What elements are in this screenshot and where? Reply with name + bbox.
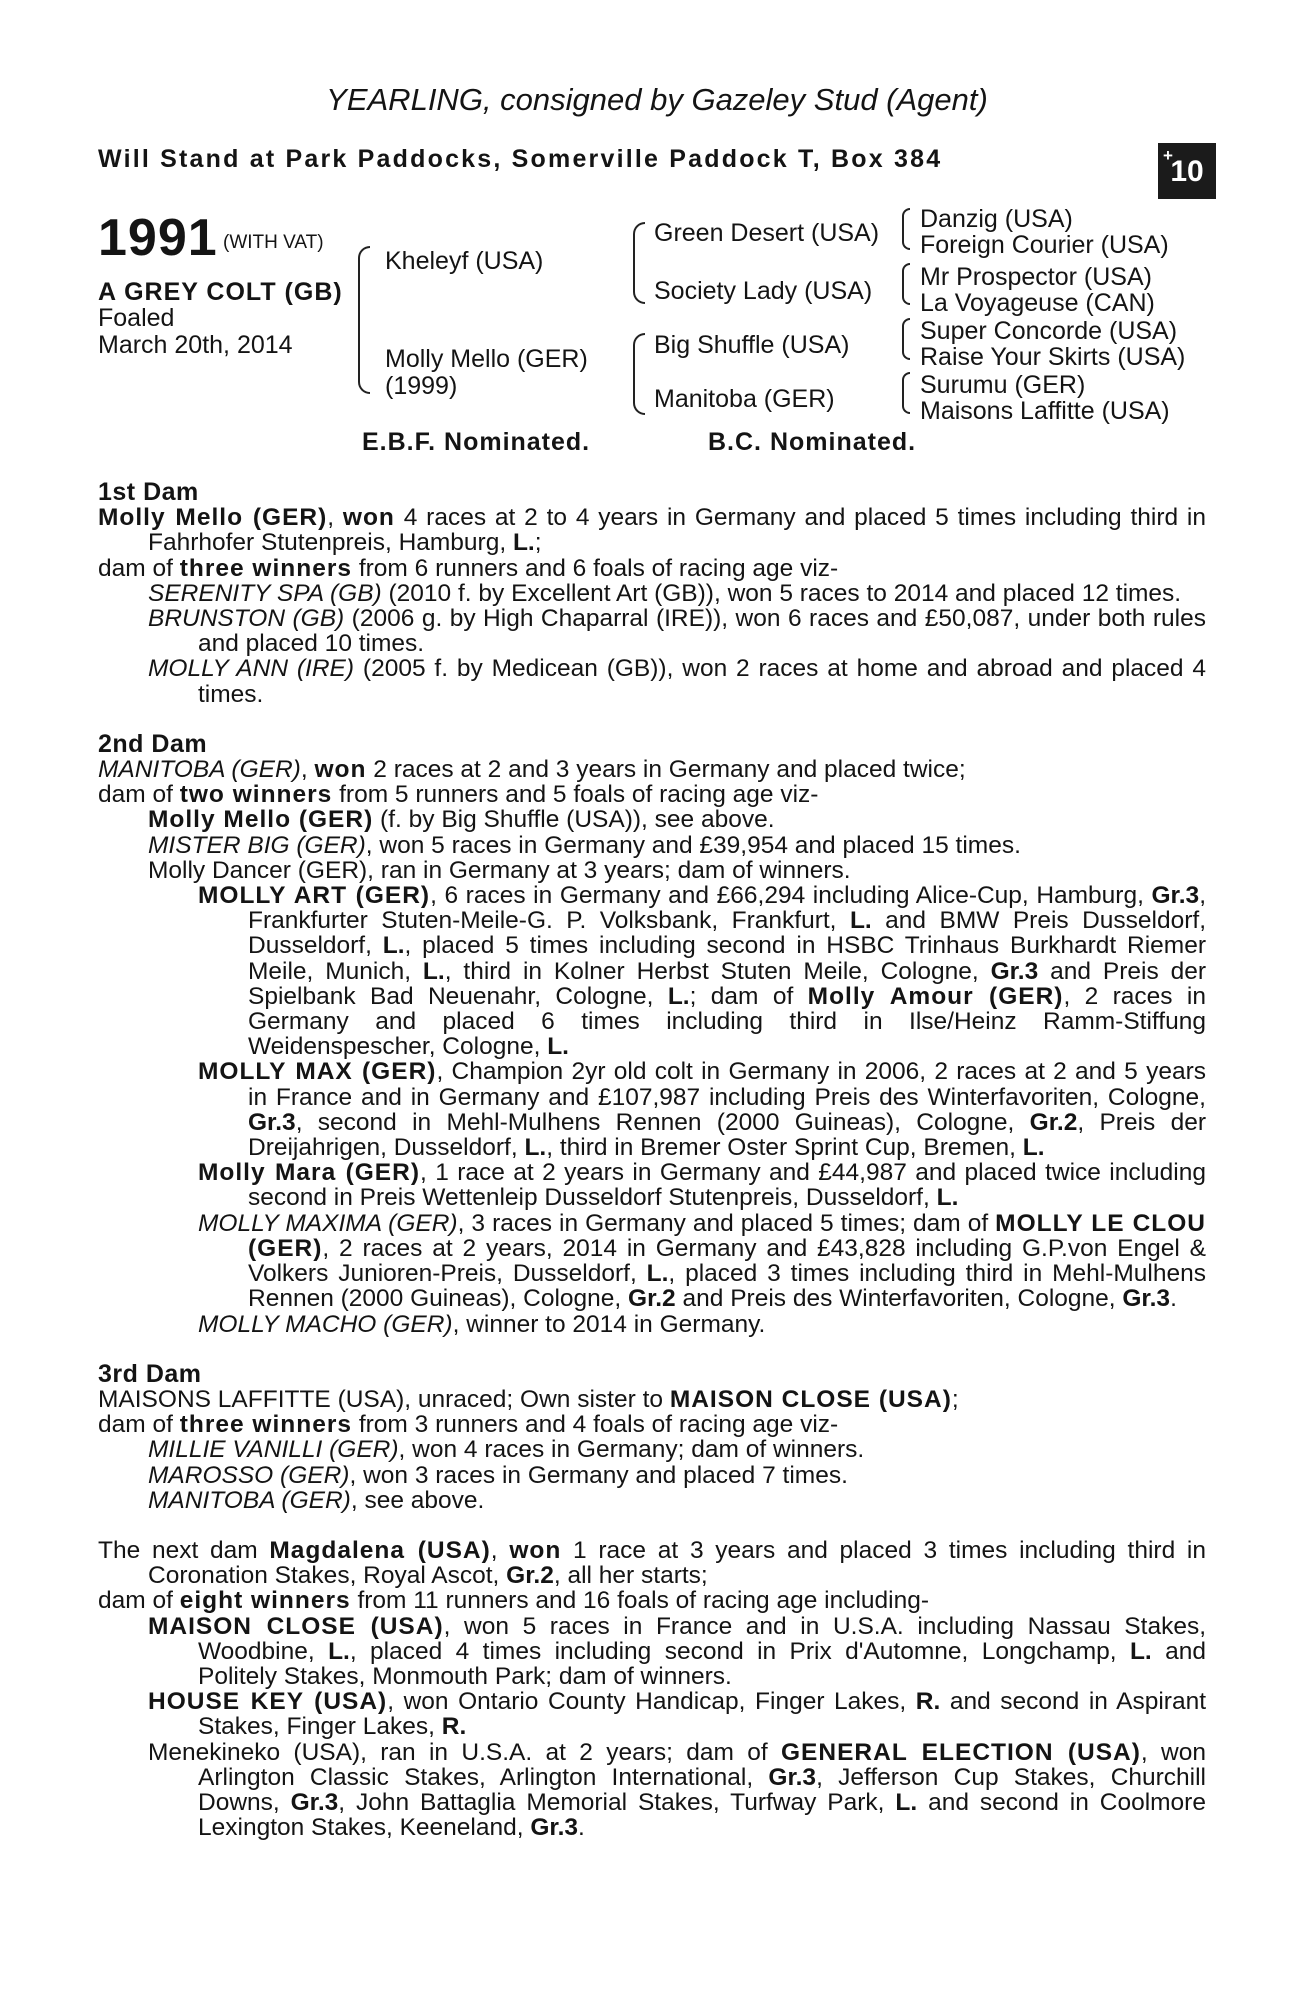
listed-mark: L. bbox=[646, 1260, 669, 1288]
third-dam-text: MAISONS LAFFITTE (USA), unraced; Own sister to bbox=[98, 1385, 670, 1413]
horse-record: , Champion 2yr old colt in Germany in 2006, 2 races at 2 and 5 years in France and in Germany and £107,987 including Preis des Winterfavoriten, Cologne, bbox=[248, 1058, 1206, 1111]
group-mark: Gr.3 bbox=[1151, 882, 1200, 910]
listed-mark: L. bbox=[895, 1788, 918, 1816]
pedigree-gs2: Foreign Courier (USA) bbox=[920, 231, 1169, 259]
first-dam-record: Molly Mello (GER), won 4 races at 2 to 4 years in Germany and placed 5 times including third in Fahrhofer Stutenpreis, Hamburg, L.; bbox=[98, 504, 1207, 557]
listed-mark: L. bbox=[524, 1134, 547, 1162]
listed-mark: L. bbox=[667, 982, 690, 1010]
produce-item: Molly Dancer (GER), ran in Germany at 3 years; dam of winners. bbox=[148, 856, 851, 884]
horse-record: , 1 race at 2 years in Germany and £44,987 and placed twice including second in Preis Wettenleip Dusseldorf Stutenpreis, Dusseldorf, bbox=[248, 1159, 1206, 1212]
dam-of-label: dam of bbox=[98, 1411, 180, 1439]
produce-item bbox=[148, 1488, 1206, 1513]
horse-name: GENERAL ELECTION (USA) bbox=[781, 1738, 1141, 1766]
group-mark: Gr.3 bbox=[990, 957, 1039, 985]
family-text bbox=[98, 480, 1206, 1840]
foaled-date: March 20th, 2014 bbox=[98, 331, 293, 359]
horse-record: , placed 5 times including second in HSBC Trinhaus Burkhardt Riemer Meile, Munich, bbox=[248, 932, 1206, 985]
pedigree-brace-main bbox=[358, 246, 370, 394]
punct: . bbox=[1170, 1285, 1177, 1313]
horse-record: , John Battaglia Memorial Stakes, Turfway Park, bbox=[338, 1788, 896, 1816]
grand-produce-item bbox=[198, 1312, 1206, 1337]
won-label: won bbox=[342, 504, 395, 532]
horse-record: (2005 f. by Medicean (GB)), won 2 races at home and abroad and placed 4 times. bbox=[198, 655, 1206, 708]
horse-record: , 2 races in Germany and placed 6 times including third in Ilse/Heinz Ramm-Stiffung Weidenspescher, Cologne, bbox=[248, 982, 1207, 1061]
lot-description: A GREY COLT (GB) bbox=[98, 278, 343, 306]
produce-item bbox=[148, 1740, 1206, 1841]
first-dam-record-text: 4 races at 2 to 4 years in Germany and placed 5 times including third in Fahrhofer Stutenpreis, Hamburg, bbox=[148, 504, 1207, 557]
listed-mark: L. bbox=[1022, 1134, 1045, 1162]
next-dam-intro: The next dam bbox=[98, 1536, 270, 1564]
grand-produce-item bbox=[198, 1211, 1206, 1312]
horse-record: , 2 races at 2 years, 2014 in Germany and £43,828 including G.P.von Engel & Volkers Junioren-Preis, Dusseldorf, bbox=[248, 1234, 1206, 1288]
pedigree-gs8: Maisons Laffitte (USA) bbox=[920, 397, 1170, 425]
horse-record: , third in Bremer Oster Sprint Cup, Bremen, bbox=[546, 1134, 1023, 1162]
stand-location: Will Stand at Park Paddocks, Somerville Paddock T, Box 384 bbox=[98, 145, 943, 173]
pedigree-sire-sire: Green Desert (USA) bbox=[654, 219, 880, 247]
pedigree-brace-g2 bbox=[902, 263, 910, 305]
runners-text: from 3 runners and 4 foals of racing age viz- bbox=[352, 1411, 839, 1439]
winners-count: three winners bbox=[179, 1411, 353, 1439]
bc-nominated: B.C. Nominated. bbox=[708, 428, 917, 456]
horse-name: Molly Amour (GER) bbox=[807, 982, 1064, 1010]
punct: . bbox=[578, 1814, 585, 1842]
horse-record: , won 3 races in Germany and placed 7 times. bbox=[349, 1461, 848, 1489]
pedigree-dam-sire: Big Shuffle (USA) bbox=[654, 331, 850, 359]
horse-record: , Jefferson Cup Stakes, Churchill Downs, bbox=[198, 1763, 1207, 1816]
pedigree-brace-g1 bbox=[902, 208, 910, 250]
first-dam-produce bbox=[98, 556, 1206, 581]
won-label: won bbox=[509, 1536, 562, 1564]
pedigree-sire: Kheleyf (USA) bbox=[385, 247, 544, 275]
horse-name: MOLLY ART (GER) bbox=[198, 882, 431, 910]
won-label: won bbox=[314, 756, 367, 784]
pedigree-brace-g3 bbox=[902, 318, 910, 360]
listed-mark: L. bbox=[422, 957, 445, 985]
pedigree-brace-g4 bbox=[902, 372, 910, 414]
winners-count: three winners bbox=[179, 554, 353, 582]
horse-record: and second in Coolmore Lexington Stakes, Keeneland, bbox=[198, 1788, 1206, 1842]
punct: ; bbox=[951, 1385, 959, 1413]
horse-record: (2006 g. by High Chaparral (IRE)), won 6 races and £50,087, under both rules and placed 10 times. bbox=[198, 605, 1206, 658]
horse-record: , 3 races in Germany and placed 5 times; dam of bbox=[457, 1209, 996, 1237]
horse-record: (2010 f. by Excellent Art (GB)), won 5 races to 2014 and placed 12 times. bbox=[381, 579, 1182, 607]
horse-record: , 6 races in Germany and £66,294 including Alice-Cup, Hamburg, bbox=[430, 882, 1152, 910]
listed-mark: L. bbox=[936, 1184, 959, 1212]
runners-text: from 6 runners and 6 foals of racing age viz- bbox=[352, 554, 839, 582]
horse-record: , third in Kolner Herbst Stuten Meile, Cologne, bbox=[444, 957, 991, 985]
horse-record: Menekineko (USA), ran in U.S.A. at 2 years; dam of bbox=[148, 1738, 781, 1766]
horse-name: MOLLY MAX (GER) bbox=[198, 1058, 437, 1086]
horse-name: MISTER BIG (GER) bbox=[148, 831, 366, 859]
produce-item bbox=[148, 1437, 1206, 1462]
second-dam-heading: 2nd Dam bbox=[98, 729, 208, 758]
horse-name: MAISON CLOSE (USA) bbox=[148, 1612, 444, 1640]
pedigree-gs5: Super Concorde (USA) bbox=[920, 317, 1178, 345]
listed-mark: L. bbox=[547, 1033, 569, 1061]
horse-record: (f. by Big Shuffle (USA)), see above. bbox=[373, 806, 775, 834]
third-dam-heading: 3rd Dam bbox=[98, 1359, 202, 1388]
listed-mark: L. bbox=[382, 932, 405, 960]
group-mark: Gr.3 bbox=[530, 1814, 579, 1842]
winners-count: eight winners bbox=[179, 1587, 351, 1615]
pedigree-gs3: Mr Prospector (USA) bbox=[920, 263, 1152, 291]
second-dam-name: MANITOBA (GER) bbox=[98, 756, 301, 784]
horse-record: and Politely Stakes, Monmouth Park; dam of winners. bbox=[198, 1637, 1206, 1690]
group-mark: Gr.3 bbox=[768, 1763, 817, 1791]
horse-name: SERENITY SPA (GB) bbox=[148, 579, 382, 607]
horse-record: , Preis der Dreijahrigen, Dusseldorf, bbox=[248, 1108, 1206, 1162]
pedigree-gs7: Surumu (GER) bbox=[920, 371, 1086, 399]
horse-name: MAROSSO (GER) bbox=[148, 1461, 350, 1489]
pedigree-gs1: Danzig (USA) bbox=[920, 205, 1073, 233]
dam-of-label: dam of bbox=[98, 554, 180, 582]
second-dam-record-text: 2 races at 2 and 3 years in Germany and placed twice; bbox=[366, 756, 966, 784]
second-dam-record: MANITOBA (GER), won 2 races at 2 and 3 years in Germany and placed twice; bbox=[98, 756, 966, 784]
horse-record: , won 5 races in Germany and £39,954 and placed 15 times. bbox=[365, 831, 1021, 859]
lot-vat: (WITH VAT) bbox=[223, 232, 324, 253]
horse-record: , placed 3 times including third in Mehl-Mulhens Rennen (2000 Guineas), Cologne, bbox=[248, 1260, 1206, 1313]
restricted-mark: R. bbox=[915, 1688, 941, 1716]
horse-record: , winner to 2014 in Germany. bbox=[452, 1310, 766, 1338]
first-dam-heading: 1st Dam bbox=[98, 478, 199, 506]
pedigree-dam: Molly Mello (GER) bbox=[385, 345, 588, 373]
horse-name: MANITOBA (GER) bbox=[148, 1486, 351, 1514]
grand-produce-item bbox=[198, 883, 1206, 1059]
horse-record: , won Ontario County Handicap, Finger Lakes, bbox=[387, 1688, 916, 1716]
horse-name: Molly Mello (GER) bbox=[148, 806, 374, 834]
horse-record: , all her starts; bbox=[553, 1562, 708, 1590]
horse-record: and second in Aspirant Stakes, Finger Lakes, bbox=[198, 1688, 1206, 1741]
horse-record: , see above. bbox=[350, 1486, 485, 1514]
grand-produce-item bbox=[198, 1160, 1206, 1210]
second-dam-produce bbox=[98, 782, 1206, 807]
listed-mark: L. bbox=[1129, 1637, 1152, 1665]
ebf-nominated: E.B.F. Nominated. bbox=[362, 428, 591, 456]
first-dam-name: Molly Mello (GER) bbox=[98, 504, 328, 532]
horse-name: MILLIE VANILLI (GER) bbox=[148, 1436, 399, 1464]
horse-record: ; dam of bbox=[689, 982, 808, 1010]
horse-name: MOLLY MACHO (GER) bbox=[198, 1310, 453, 1338]
lot-number: 1991 bbox=[98, 209, 218, 267]
group-mark: Gr.3 bbox=[1122, 1285, 1171, 1313]
pedigree-brace-sire bbox=[633, 222, 645, 304]
horse-name: MOLLY ANN (IRE) bbox=[148, 655, 355, 683]
dam-of-label: dam of bbox=[98, 1587, 180, 1615]
horse-record: , second in Mehl-Mulhens Rennen (2000 Guineas), Cologne, bbox=[295, 1108, 1030, 1136]
pedigree-sire-dam: Society Lady (USA) bbox=[654, 277, 873, 305]
group-mark: Gr.3 bbox=[248, 1108, 296, 1136]
restricted-mark: R. bbox=[441, 1713, 467, 1741]
horse-name: Magdalena (USA) bbox=[269, 1536, 491, 1564]
pedigree-gs4: La Voyageuse (CAN) bbox=[920, 289, 1155, 317]
consignment-line: YEARLING, consigned by Gazeley Stud (Agent) bbox=[326, 82, 988, 117]
produce-item bbox=[148, 1689, 1206, 1739]
horse-record: , won 4 races in Germany; dam of winners. bbox=[398, 1436, 865, 1464]
dam-of-label: dam of bbox=[98, 781, 180, 809]
horse-record: , Frankfurter Stuten-Meile-G. P. Volksbank, Frankfurt, bbox=[248, 882, 1206, 935]
next-dam-produce bbox=[98, 1588, 1206, 1613]
produce-item bbox=[148, 1614, 1206, 1690]
pedigree-brace-dam bbox=[633, 333, 645, 415]
runners-text: from 5 runners and 5 foals of racing age viz- bbox=[332, 781, 819, 809]
listed-mark: L. bbox=[512, 529, 535, 557]
punct: ; bbox=[534, 529, 542, 557]
third-dam-produce bbox=[98, 1412, 1206, 1437]
tag-plus: + bbox=[1163, 146, 1173, 165]
pedigree-dam-year: (1999) bbox=[385, 372, 458, 400]
winners-count: two winners bbox=[179, 781, 333, 809]
next-dam-record: The next dam Magdalena (USA), won 1 race at 3 years and placed 3 times including third in Coronation Stakes, Royal Ascot, Gr.2, all her starts; bbox=[98, 1536, 1206, 1590]
produce-item bbox=[148, 581, 1206, 606]
third-dam-record bbox=[98, 1387, 1206, 1412]
horse-name: Molly Mara (GER) bbox=[198, 1159, 420, 1187]
horse-record: , won 5 races in France and in U.S.A. including Nassau Stakes, Woodbine, bbox=[198, 1612, 1206, 1665]
horse-record: and Preis der Spielbank Bad Neuenahr, Cologne, bbox=[248, 957, 1207, 1010]
pedigree-gs6: Raise Your Skirts (USA) bbox=[920, 343, 1186, 371]
horse-record: 1 race at 3 years and placed 3 times including third in Coronation Stakes, Royal Ascot, bbox=[148, 1536, 1206, 1590]
pedigree-dam-dam: Manitoba (GER) bbox=[654, 385, 835, 413]
horse-name: HOUSE KEY (USA) bbox=[148, 1688, 388, 1716]
produce-item bbox=[148, 807, 1206, 832]
grand-produce-item bbox=[198, 1059, 1206, 1160]
horse-name: BRUNSTON (GB) bbox=[148, 605, 345, 633]
produce-item bbox=[148, 656, 1206, 706]
horse-name: MOLLY LE CLOU (GER) bbox=[248, 1209, 1206, 1262]
group-mark: Gr.2 bbox=[628, 1285, 676, 1313]
horse-record: and BMW Preis Dusseldorf, Dusseldorf, bbox=[248, 907, 1206, 960]
group-mark: Gr.3 bbox=[290, 1788, 339, 1816]
listed-mark: L. bbox=[328, 1637, 350, 1665]
produce-item bbox=[148, 833, 1206, 858]
produce-item bbox=[148, 606, 1206, 656]
produce-item bbox=[148, 1463, 1206, 1488]
horse-name: MAISON CLOSE (USA) bbox=[669, 1385, 952, 1413]
lot-tag-badge bbox=[1158, 143, 1216, 199]
listed-mark: L. bbox=[849, 907, 872, 935]
group-mark: Gr.2 bbox=[506, 1562, 554, 1590]
horse-name: MOLLY MAXIMA (GER) bbox=[198, 1209, 458, 1237]
foaled-label: Foaled bbox=[98, 304, 175, 332]
group-mark: Gr.2 bbox=[1029, 1108, 1078, 1136]
horse-record: , placed 4 times including second in Prix d'Automne, Longchamp, bbox=[349, 1637, 1130, 1665]
runners-text: from 11 runners and 16 foals of racing age including- bbox=[350, 1587, 929, 1615]
horse-record: , won Arlington Classic Stakes, Arlington International, bbox=[198, 1738, 1206, 1791]
tag-number: 10 bbox=[1170, 155, 1204, 188]
horse-record: and Preis des Winterfavoriten, Cologne, bbox=[675, 1285, 1123, 1313]
